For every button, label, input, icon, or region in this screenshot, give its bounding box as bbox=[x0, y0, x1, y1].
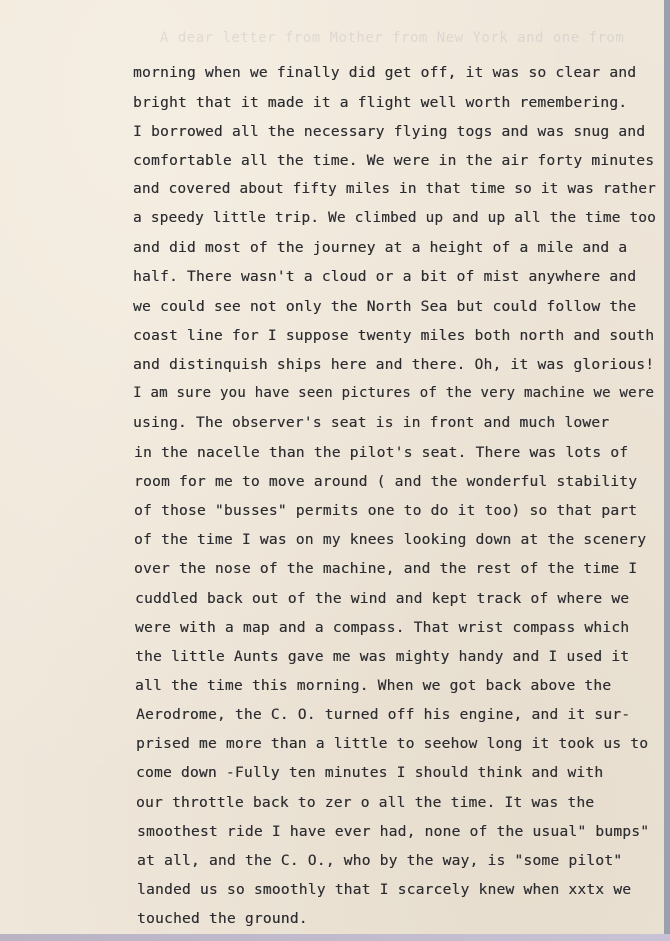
text-line-24: prised me more than a little to seehow long it took us to bbox=[136, 735, 649, 752]
text-line-10: coast line for I suppose twenty miles both north and south bbox=[133, 327, 655, 344]
text-line-3: I borrowed all the necessary flying togs and was snug and bbox=[133, 123, 646, 140]
text-line-23: Aerodrome, the C. O. turned off his engine, and it sur- bbox=[136, 706, 631, 723]
text-line-22: all the time this morning. When we got back above the bbox=[135, 677, 612, 694]
text-line-16: of those "busses" permits one to do it too) so that part bbox=[134, 502, 638, 519]
text-line-6: a speedy little trip. We climbed up and up all the time too bbox=[133, 210, 656, 226]
text-line-26: our throttle back to zer o all the time. It was the bbox=[136, 794, 595, 811]
text-line-19: cuddled back out of the wind and kept track of where we bbox=[135, 590, 630, 607]
text-line-15: room for me to move around ( and the wonderful stability bbox=[134, 473, 638, 490]
text-line-7: and did most of the journey at a height of a mile and a bbox=[133, 239, 628, 256]
text-line-29: landed us so smoothly that I scarcely knew when xxtx we bbox=[137, 881, 632, 898]
text-line-17: of the time I was on my knees looking down at the scenery bbox=[134, 531, 647, 548]
text-line-1: morning when we finally did get off, it was so clear and bbox=[133, 64, 637, 81]
scan-edge-bottom bbox=[0, 934, 670, 941]
text-line-13: using. The observer's seat is in front and much lower bbox=[133, 414, 610, 431]
bleed-through-text: A dear letter from Mother from New York and one from bbox=[160, 30, 625, 46]
text-line-25: come down -Fully ten minutes I should think and with bbox=[136, 764, 604, 781]
text-line-12: I am sure you have seen pictures of the very machine we were bbox=[133, 385, 655, 401]
text-line-9: we could see not only the North Sea but could follow the bbox=[133, 298, 637, 315]
text-line-28: at all, and the C. O., who by the way, is "some pilot" bbox=[137, 852, 623, 869]
text-line-4: comfortable all the time. We were in the air forty minutes bbox=[133, 152, 655, 169]
text-line-20: were with a map and a compass. That wrist compass which bbox=[135, 619, 630, 636]
text-line-11: and distinquish ships here and there. Oh, it was glorious! bbox=[133, 356, 655, 373]
text-line-21: the little Aunts gave me was mighty handy and I used it bbox=[135, 648, 630, 665]
text-line-30: touched the ground. bbox=[137, 910, 308, 927]
text-line-2: bright that it made it a flight well worth remembering. bbox=[133, 94, 628, 111]
text-line-5: and covered about fifty miles in that time so it was rather bbox=[133, 181, 656, 197]
text-line-14: in the nacelle than the pilot's seat. There was lots of bbox=[134, 444, 629, 461]
text-line-8: half. There wasn't a cloud or a bit of mist anywhere and bbox=[133, 268, 637, 285]
text-line-18: over the nose of the machine, and the rest of the time I bbox=[134, 560, 638, 577]
scan-edge-right bbox=[664, 0, 670, 941]
text-line-27: smoothest ride I have ever had, none of the usual" bumps" bbox=[137, 823, 650, 840]
